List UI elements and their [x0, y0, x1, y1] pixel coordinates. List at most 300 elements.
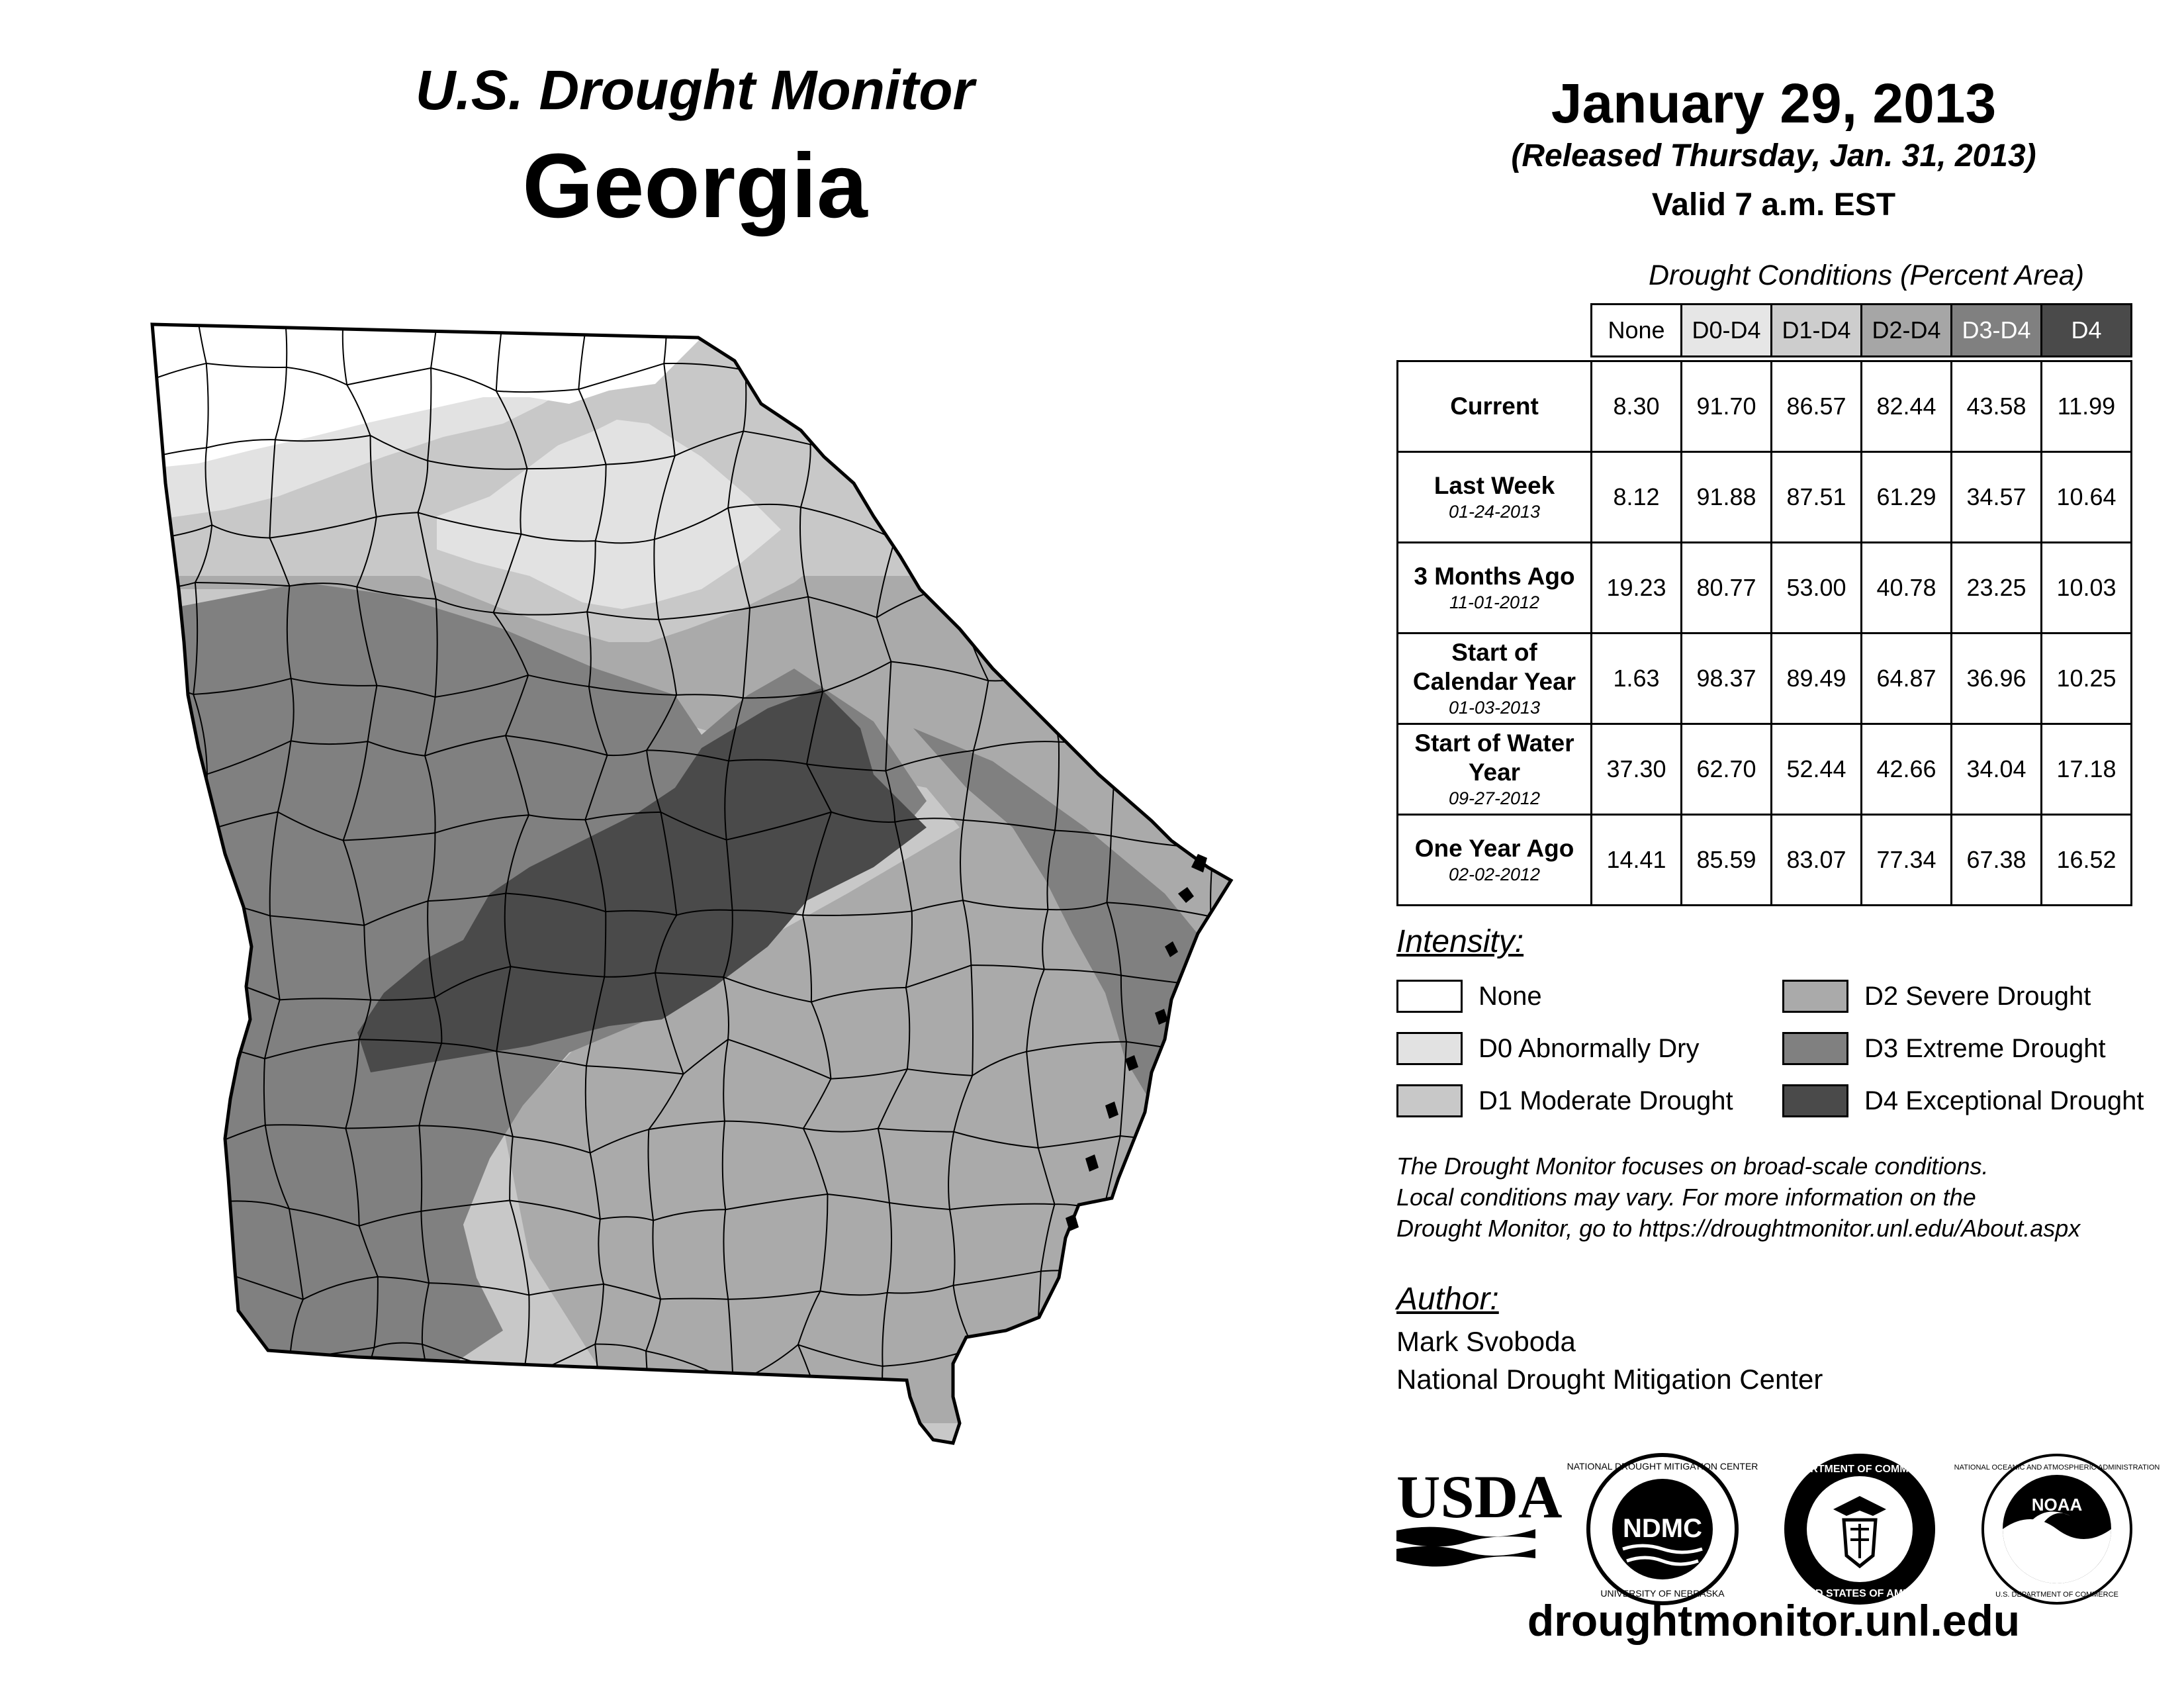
county-line — [134, 978, 137, 1066]
county-line — [344, 1526, 373, 1596]
county-line — [1178, 1307, 1181, 1366]
row-label: 3 Months Ago 11-01-2012 — [1398, 543, 1592, 633]
county-line — [1122, 1277, 1178, 1306]
county-line — [193, 1595, 218, 1676]
table-row — [1398, 724, 2132, 815]
table-cell: 53.00 — [1772, 543, 1862, 633]
county-line — [1033, 594, 1103, 606]
table-cell: 86.57 — [1772, 361, 1862, 452]
table-cell: 61.29 — [1862, 452, 1952, 543]
table-cell: 37.30 — [1592, 724, 1682, 815]
legend-swatch — [1782, 1032, 1848, 1065]
county-line — [122, 1295, 129, 1382]
county-line — [1271, 289, 1281, 374]
county-line — [129, 1201, 130, 1295]
county-line — [968, 357, 977, 459]
county-line — [504, 281, 595, 309]
table-cell: 91.88 — [1682, 452, 1772, 543]
county-line — [193, 1593, 278, 1596]
county-line — [800, 1577, 829, 1654]
county-line — [1275, 908, 1277, 972]
county-line — [344, 295, 441, 313]
county-line — [1266, 1077, 1269, 1145]
county-line — [114, 749, 132, 821]
county-line — [682, 1591, 731, 1593]
county-line — [1036, 1362, 1064, 1420]
county-line — [456, 1650, 504, 1687]
svg-text:NATIONAL OCEANIC AND ATMOSPHER: NATIONAL OCEANIC AND ATMOSPHERIC ADMINISTRATION — [1954, 1464, 2160, 1472]
county-line — [198, 1372, 224, 1446]
county-line — [655, 1427, 749, 1432]
county-line — [450, 1592, 509, 1610]
county-line — [820, 280, 881, 297]
row-label: Start of Calendar Year 01-03-2013 — [1398, 633, 1592, 724]
county-line — [810, 380, 827, 444]
county-line — [1103, 526, 1113, 606]
county-line — [595, 281, 664, 288]
county-line — [1030, 285, 1140, 295]
county-line — [1201, 1600, 1291, 1602]
table-row — [1398, 633, 2132, 724]
county-line — [1255, 1145, 1268, 1223]
table-cell: 52.44 — [1772, 724, 1862, 815]
county-line — [1281, 1429, 1284, 1503]
county-line — [137, 968, 193, 978]
table-cell: 11.99 — [2042, 361, 2132, 452]
county-line — [1213, 1142, 1268, 1145]
county-line — [962, 1348, 974, 1456]
county-line — [1116, 1598, 1128, 1652]
county-line — [1181, 447, 1201, 520]
county-line — [682, 1501, 685, 1593]
county-line — [1054, 1598, 1116, 1607]
county-line — [1211, 908, 1275, 917]
county-line — [1052, 674, 1132, 689]
county-line — [960, 1456, 962, 1503]
county-line — [1191, 1500, 1281, 1505]
state-title: Georgia — [522, 135, 868, 237]
legend-label: D3 Extreme Drought — [1864, 1033, 2106, 1063]
county-line — [293, 1421, 346, 1433]
county-line — [504, 1592, 509, 1650]
county-line — [828, 363, 880, 380]
county-line — [132, 288, 193, 301]
county-line — [448, 1526, 450, 1610]
row-date: 01-03-2013 — [1448, 698, 1541, 718]
county-line — [126, 1524, 211, 1528]
county-line — [1191, 1459, 1210, 1500]
county-line — [1188, 972, 1277, 984]
county-line — [193, 288, 283, 299]
county-line — [882, 446, 895, 539]
county-line — [1103, 598, 1196, 606]
county-line — [987, 296, 1030, 317]
county-line — [888, 1503, 960, 1506]
county-line — [1257, 469, 1263, 518]
table-cell: 23.25 — [1952, 543, 2042, 633]
county-line — [571, 1456, 608, 1528]
county-line — [594, 1578, 600, 1660]
county-line — [1203, 1054, 1266, 1077]
county-line — [1179, 1366, 1283, 1372]
map-date: January 29, 2013 — [1551, 72, 1997, 134]
legend-title: Intensity: — [1396, 924, 1524, 959]
county-line — [1181, 520, 1196, 597]
county-line — [960, 1500, 1032, 1503]
table-cell: 87.51 — [1772, 452, 1862, 543]
county-line — [1207, 1655, 1259, 1681]
table-cell: 34.04 — [1952, 724, 2042, 815]
county-line — [1178, 1278, 1279, 1307]
county-line — [1036, 445, 1102, 469]
county-line — [440, 295, 504, 309]
county-line — [219, 1201, 222, 1271]
county-line — [304, 1648, 345, 1673]
table-cell: 40.78 — [1862, 543, 1952, 633]
county-line — [192, 968, 208, 1043]
table-cell: 8.12 — [1592, 452, 1682, 543]
county-line — [1036, 468, 1046, 508]
county-line — [509, 1520, 520, 1592]
county-line — [1046, 508, 1113, 526]
county-line — [290, 1360, 293, 1421]
county-line — [958, 1603, 1054, 1607]
county-line — [134, 675, 194, 694]
table-row — [1398, 543, 2132, 633]
county-line — [1216, 367, 1271, 373]
county-line — [130, 1121, 136, 1201]
table-cell: 77.34 — [1862, 815, 1952, 906]
county-line — [504, 1650, 600, 1659]
county-line — [739, 1432, 748, 1514]
department-of-commerce-seal — [1780, 1450, 1939, 1609]
county-line — [1266, 972, 1277, 1077]
legend-swatch — [1396, 1084, 1463, 1117]
county-line — [881, 280, 987, 316]
county-line — [193, 1528, 211, 1595]
county-line — [1179, 1366, 1211, 1459]
county-line — [283, 298, 344, 312]
county-line — [1198, 677, 1214, 757]
county-line — [1115, 1432, 1211, 1459]
county-line — [346, 1433, 437, 1450]
county-line — [1033, 508, 1045, 594]
county-line — [1044, 1652, 1128, 1669]
county-line — [122, 1382, 150, 1432]
county-line — [1201, 367, 1216, 447]
county-line — [594, 1578, 682, 1593]
county-line — [810, 444, 882, 447]
county-line — [130, 541, 144, 588]
table-cell: 43.58 — [1952, 361, 2042, 452]
county-line — [373, 1526, 451, 1528]
table-header-row — [1398, 305, 2132, 357]
county-line — [1129, 285, 1140, 379]
county-line — [600, 1660, 672, 1685]
county-line — [1106, 1364, 1115, 1432]
table-row — [1398, 815, 2132, 906]
legend-swatch — [1396, 980, 1463, 1013]
table-cell: 85.59 — [1682, 815, 1772, 906]
legend-item-d1 — [1396, 1082, 1733, 1119]
county-line — [879, 280, 882, 363]
county-line — [1028, 371, 1036, 469]
table-cell: 10.03 — [2042, 543, 2132, 633]
county-line — [571, 1527, 594, 1578]
county-line — [1188, 984, 1203, 1054]
legend-item-d4 — [1782, 1082, 2144, 1119]
county-line — [128, 1676, 218, 1683]
county-line — [278, 1593, 304, 1649]
svg-text:USDA: USDA — [1396, 1463, 1563, 1530]
county-line — [731, 1513, 740, 1591]
county-line — [829, 1654, 878, 1682]
header-blank-cell — [1398, 305, 1592, 357]
table-cell: 19.23 — [1592, 543, 1682, 633]
legend-label: D4 Exceptional Drought — [1864, 1086, 2144, 1115]
table-cell: 17.18 — [2042, 724, 2132, 815]
county-line — [953, 585, 1033, 594]
legend-swatch — [1782, 980, 1848, 1013]
county-line — [1211, 1429, 1285, 1460]
county-line — [977, 459, 1036, 468]
county-line — [1195, 289, 1281, 300]
row-date: 01-24-2013 — [1448, 502, 1541, 522]
noaa-logo — [1954, 1450, 2160, 1609]
county-line — [1116, 1598, 1201, 1602]
county-line — [672, 1657, 725, 1685]
county-line — [800, 1502, 813, 1577]
county-line — [450, 1520, 520, 1526]
county-line — [1195, 300, 1216, 367]
county-line — [1032, 1420, 1064, 1503]
row-date: 11-01-2012 — [1449, 592, 1540, 612]
row-date: 09-27-2012 — [1448, 788, 1541, 808]
county-line — [1129, 1652, 1207, 1655]
county-line — [516, 1378, 523, 1450]
county-line — [1214, 741, 1257, 757]
county-line — [119, 301, 132, 393]
county-line — [198, 1271, 219, 1372]
county-line — [813, 1501, 888, 1506]
county-line — [1281, 1503, 1290, 1601]
county-line — [745, 284, 748, 370]
county-line — [968, 357, 1028, 370]
county-line — [800, 1577, 899, 1598]
row-date: 02-02-2012 — [1448, 865, 1541, 884]
county-line — [1201, 447, 1257, 469]
county-line — [130, 463, 131, 541]
author-name: Mark Svoboda — [1396, 1326, 1576, 1357]
county-line — [888, 1506, 899, 1598]
table-cell: 8.30 — [1592, 361, 1682, 452]
county-line — [224, 1421, 293, 1446]
county-line — [1113, 1500, 1192, 1515]
legend-swatch — [1782, 1084, 1848, 1117]
valid-time: Valid 7 a.m. EST — [1651, 187, 1896, 222]
county-line — [437, 1450, 516, 1454]
table-cell: 62.70 — [1682, 724, 1772, 815]
county-line — [345, 1673, 456, 1687]
county-line — [1129, 367, 1216, 379]
county-line — [1203, 1054, 1214, 1142]
county-line — [1198, 677, 1289, 688]
county-line — [208, 1043, 215, 1144]
col-header-none: None — [1592, 305, 1682, 357]
county-line — [437, 1450, 450, 1526]
county-line — [740, 1502, 813, 1514]
county-line — [962, 1420, 1064, 1456]
disclaimer-note: The Drought Monitor focuses on broad-scale conditions. Local conditions may vary. For more information on the Drought Monitor, go to https://droughtmonitor.unl.edu/About.aspx — [1396, 1152, 2081, 1242]
table-cell: 83.07 — [1772, 815, 1862, 906]
legend-item-d3 — [1782, 1030, 2106, 1067]
county-line — [1103, 1211, 1122, 1278]
county-line — [1269, 849, 1275, 908]
county-line — [977, 459, 983, 512]
table-cell: 80.77 — [1682, 543, 1772, 633]
county-line — [968, 316, 987, 357]
col-header-d2-d4: D2-D4 — [1862, 305, 1952, 357]
county-line — [1113, 1515, 1117, 1598]
county-line — [115, 1524, 126, 1578]
author-organization: National Drought Mitigation Center — [1396, 1364, 1823, 1395]
county-line — [134, 1066, 136, 1121]
legend-label: D0 Abnormally Dry — [1479, 1033, 1700, 1063]
county-line — [1257, 374, 1271, 470]
county-line — [1102, 380, 1128, 445]
county-line — [879, 357, 968, 363]
county-line — [608, 1427, 655, 1456]
county-line — [1257, 687, 1289, 741]
county-line — [672, 1593, 682, 1685]
county-line — [1036, 1362, 1105, 1364]
county-line — [198, 1360, 290, 1373]
row-label: Current — [1398, 361, 1592, 452]
county-line — [745, 370, 827, 380]
table-cell: 42.66 — [1862, 724, 1952, 815]
county-line — [509, 1578, 594, 1592]
table-cell: 10.64 — [2042, 452, 2132, 543]
county-line — [150, 1432, 224, 1446]
county-line — [516, 1450, 520, 1519]
county-line — [1044, 1607, 1054, 1669]
county-line — [346, 1348, 375, 1433]
county-line — [731, 1577, 800, 1591]
county-line — [130, 1271, 219, 1295]
county-line — [1193, 598, 1198, 677]
county-line — [983, 508, 1046, 513]
county-line — [114, 675, 134, 749]
county-line — [134, 588, 144, 675]
county-line — [132, 821, 144, 904]
county-line — [1275, 618, 1289, 687]
county-line — [343, 1596, 345, 1673]
county-line — [1032, 1503, 1054, 1607]
county-line — [1028, 371, 1129, 380]
county-line — [114, 749, 207, 774]
county-line — [126, 1432, 150, 1524]
county-line — [211, 1508, 287, 1528]
county-line — [1259, 1601, 1290, 1681]
county-line — [1140, 285, 1195, 300]
county-line — [211, 1446, 224, 1528]
county-line — [119, 393, 130, 463]
svg-text:DEPARTMENT OF COMMERCE: DEPARTMENT OF COMMERCE — [1781, 1464, 1938, 1475]
county-line — [131, 1201, 220, 1202]
svg-text:NATIONAL DROUGHT MITIGATION CE: NATIONAL DROUGHT MITIGATION CENTER — [1567, 1461, 1758, 1472]
col-header-d0-d4: D0-D4 — [1682, 305, 1772, 357]
svg-text:UNITED STATES OF AMERICA: UNITED STATES OF AMERICA — [1784, 1588, 1936, 1599]
table-row — [1398, 361, 2132, 452]
county-line — [144, 896, 192, 904]
table-cell: 98.37 — [1682, 633, 1772, 724]
legend-label: None — [1479, 981, 1542, 1011]
county-line — [733, 1383, 749, 1432]
county-line — [287, 1508, 373, 1526]
ndmc-logo — [1567, 1450, 1758, 1609]
county-line — [1181, 517, 1263, 520]
table-cell: 82.44 — [1862, 361, 1952, 452]
county-line — [287, 1421, 294, 1508]
county-line — [748, 284, 819, 297]
usda-logo — [1396, 1463, 1563, 1569]
county-line — [1102, 445, 1113, 526]
county-line — [1028, 296, 1030, 371]
county-line — [1106, 1364, 1179, 1368]
county-line — [958, 1603, 982, 1680]
table-cell: 91.70 — [1682, 361, 1772, 452]
county-line — [725, 1591, 731, 1657]
county-line — [1257, 741, 1269, 849]
county-line — [1102, 445, 1201, 448]
county-line — [278, 1593, 344, 1597]
county-line — [879, 363, 883, 445]
svg-text:UNIVERSITY OF NEBRASKA: UNIVERSITY OF NEBRASKA — [1600, 1588, 1725, 1599]
legend-item-d2 — [1782, 978, 2091, 1015]
county-line — [1255, 1223, 1279, 1278]
county-line — [1178, 1213, 1195, 1307]
county-line — [1196, 1142, 1214, 1213]
county-line — [1132, 677, 1198, 690]
georgia-drought-map — [132, 298, 1257, 1615]
county-line — [1191, 1500, 1201, 1602]
county-line — [218, 1648, 304, 1676]
drought-statistics-table — [1396, 303, 2132, 906]
county-line — [1106, 1277, 1123, 1363]
table-cell: 89.49 — [1772, 633, 1862, 724]
svg-text:U.S. DEPARTMENT OF COMMERCE: U.S. DEPARTMENT OF COMMERCE — [1995, 1591, 2118, 1599]
table-cell: 67.38 — [1952, 815, 2042, 906]
county-line — [1196, 1213, 1255, 1223]
legend-swatch — [1396, 1032, 1463, 1065]
table-cell: 14.41 — [1592, 815, 1682, 906]
county-line — [813, 1433, 829, 1501]
county-line — [1116, 751, 1214, 757]
county-line — [748, 1430, 829, 1434]
county-line — [981, 1669, 1044, 1680]
county-line — [115, 1579, 192, 1596]
county-line — [1279, 1278, 1282, 1372]
legend-label: D1 Moderate Drought — [1479, 1086, 1733, 1115]
table-spacer-row — [1398, 357, 2132, 361]
col-header-d1-d4: D1-D4 — [1772, 305, 1862, 357]
county-line — [820, 297, 828, 380]
county-line — [878, 1598, 899, 1681]
table-row — [1398, 452, 2132, 543]
county-line — [725, 1654, 829, 1657]
county-line — [346, 1433, 373, 1526]
county-line — [899, 1598, 957, 1603]
